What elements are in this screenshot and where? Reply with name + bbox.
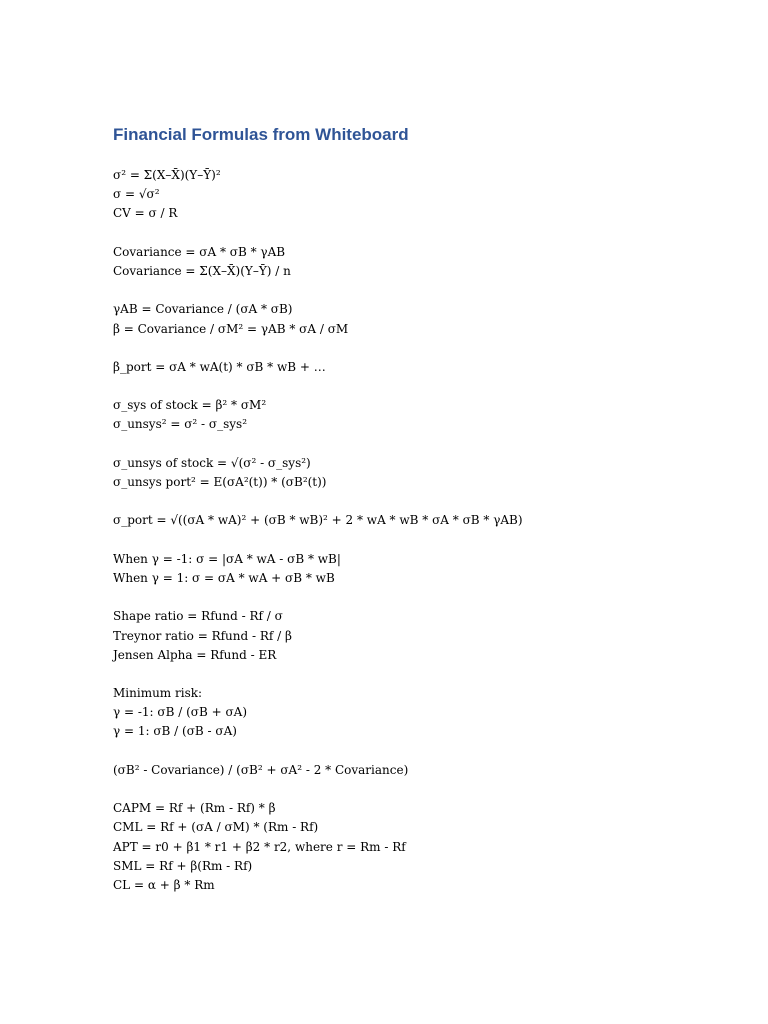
formula-line: Minimum risk: [113,686,203,701]
correlation-cases-group [113,550,733,588]
formula-line: When γ = -1: σ = |σA * wA - σB * wB| [113,551,341,566]
formula-body [113,166,733,914]
formula-line: σ = √σ² [113,187,160,202]
formula-line: SML = Rf + β(Rm - Rf) [113,858,253,873]
formula-line: CAPM = Rf + (Rm - Rf) * β [113,801,276,816]
formula-line: σ_unsys² = σ² - σ_sys² [113,417,248,432]
correlation-beta-group [113,300,733,338]
formula-line: Treynor ratio = Rfund - Rf / β [113,628,292,643]
formula-line: CL = α + β * Rm [113,877,215,892]
covariance-group [113,243,733,281]
variance-group [113,166,733,224]
formula-line: β = Covariance / σM² = γAB * σA / σM [113,321,349,336]
formula-line: When γ = 1: σ = σA * wA + σB * wB [113,570,335,585]
unsystematic-risk-group [113,454,733,492]
formula-line: Jensen Alpha = Rfund - ER [113,647,277,662]
performance-ratios-group [113,607,733,665]
minimum-risk-group [113,684,733,742]
formula-line: Covariance = σA * σB * γAB [113,244,286,259]
formula-line: γ = -1: σB / (σB + σA) [113,705,247,720]
formula-line: (σB² - Covariance) / (σB² + σA² - 2 * Covariance) [113,762,409,777]
portfolio-beta-group [113,358,733,377]
formula-line: CV = σ / R [113,206,178,221]
portfolio-sigma-group [113,511,733,530]
systematic-risk-group [113,396,733,434]
formula-line: σ_port = √((σA * wA)² + (σB * wB)² + 2 * wA * wB * σA * σB * γAB) [113,513,523,528]
formula-line: γ = 1: σB / (σB - σA) [113,724,237,739]
formula-line: APT = r0 + β1 * r1 + β2 * r2, where r = Rm - Rf [113,839,406,854]
formula-line: γAB = Covariance / (σA * σB) [113,302,293,317]
formula-line: CML = Rf + (σA / σM) * (Rm - Rf) [113,820,319,835]
formula-line: σ_unsys of stock = √(σ² - σ_sys²) [113,455,311,470]
formula-line: σ² = Σ(X–X̄)(Y–Ȳ)² [113,168,221,182]
formula-line: Shape ratio = Rfund - Rf / σ [113,609,283,624]
formula-line: Covariance = Σ(X–X̄)(Y–Ȳ) / n [113,263,291,278]
formula-line: σ_sys of stock = β² * σM² [113,398,267,413]
min-variance-weight-group [113,761,733,780]
formula-line: β_port = σA * wA(t) * σB * wB + … [113,359,326,374]
document-title: Financial Formulas from Whiteboard [113,125,409,144]
formula-line: σ_unsys port² = E(σA²(t)) * (σB²(t)) [113,475,327,489]
pricing-models-group [113,799,733,895]
